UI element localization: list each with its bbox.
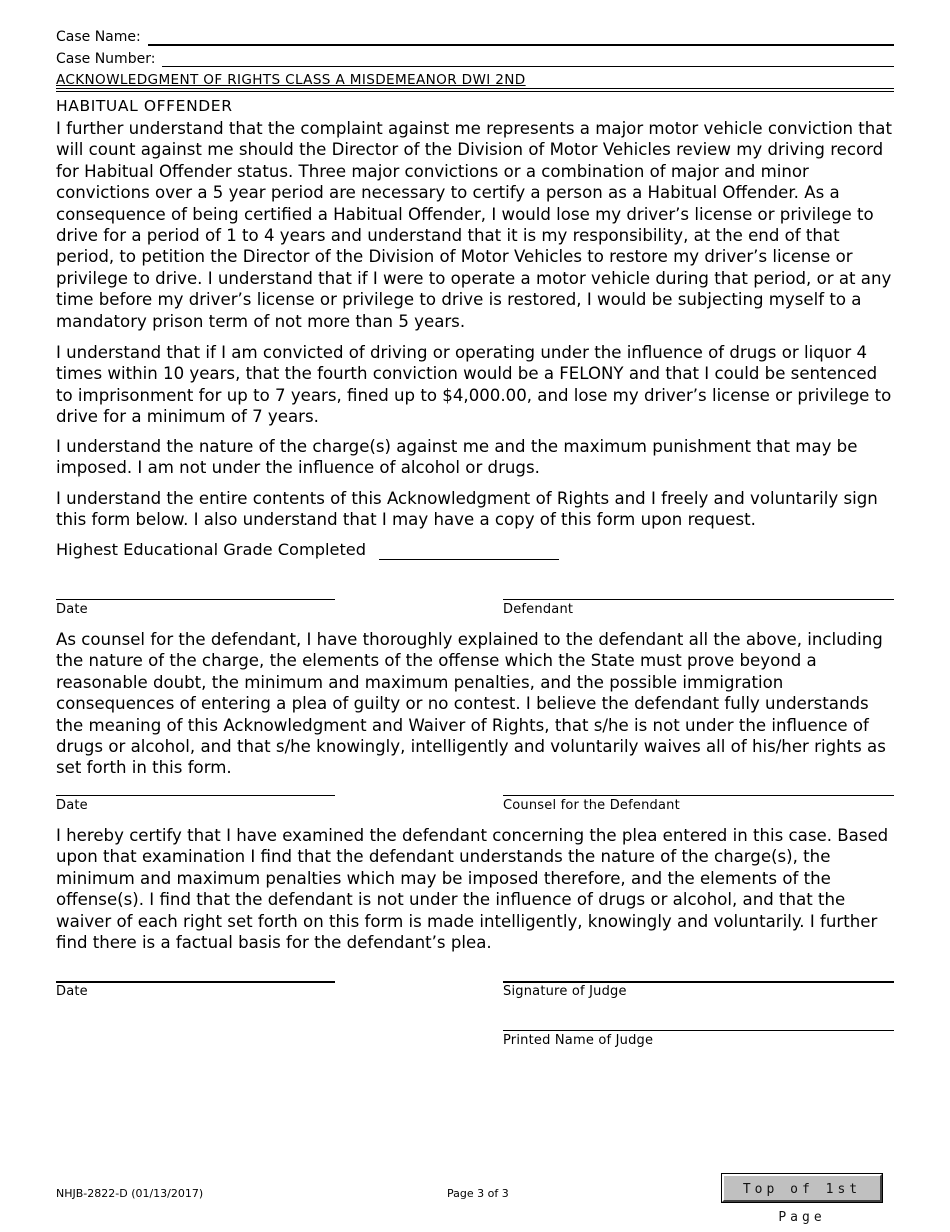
defendant-date-label: Date (56, 602, 88, 617)
judge-signature-line[interactable] (503, 981, 894, 983)
defendant-signature-line[interactable] (503, 599, 894, 600)
judge-printed-name-label: Printed Name of Judge (503, 1033, 654, 1048)
page-number: Page 3 of 3 (447, 1187, 509, 1200)
counsel-date-line[interactable] (56, 795, 335, 796)
defendant-label: Defendant (503, 602, 574, 617)
case-number-field[interactable] (162, 66, 894, 67)
case-name-label: Case Name: (56, 29, 141, 45)
nature-of-charge-paragraph: I understand the nature of the charge(s) against me and the maximum punishment that may be imposed. I am not under the influence of alcohol or drugs. (56, 437, 858, 478)
counsel-label: Counsel for the Defendant (503, 798, 680, 813)
case-number-label: Case Number: (56, 51, 156, 67)
felony-paragraph: I understand that if I am convicted of driving or operating under the influence of drugs or liquor 4 times within 10 years, that the fourth conviction would be a FELONY and that I could be sentenced to imprisonment for up to 7 years, fined up to $4,000.00, and lose my driver’s license or privilege to drive for a minimum of 7 years. (56, 343, 892, 427)
defendant-date-line[interactable] (56, 599, 335, 600)
title-rule-top (56, 88, 894, 89)
judge-date-label: Date (56, 984, 88, 999)
case-name-field[interactable] (148, 44, 894, 46)
section-heading: HABITUAL OFFENDER (56, 97, 233, 115)
counsel-signature-line[interactable] (503, 795, 894, 796)
counsel-date-label: Date (56, 798, 88, 813)
title-rule-bottom (56, 91, 894, 92)
counsel-paragraph: As counsel for the defendant, I have thoroughly explained to the defendant all the above, including the nature of the charge, the elements of the offense which the State must prove beyond a reasonable doubt, the minimum and maximum penalties, and the possible immigration consequences of entering a plea of guilty or no contest. I believe the defendant fully understands the meaning of this Acknowledgment and Waiver of Rights, that s/he is not under the influence of drugs or alcohol, and that s/he knowingly, intelligently and voluntarily waives all of his/her rights as set forth in this form. (56, 630, 886, 778)
judge-signature-label: Signature of Judge (503, 984, 627, 999)
judge-certification-paragraph: I hereby certify that I have examined the defendant concerning the plea entered in this case. Based upon that examination I find that the defendant understands the nature of the charge(s), the minimum and maximum penalties which may be imposed therefore, and the elements of the offense(s). I find that the defendant is not under the influence of drugs or alcohol, and that the waiver of each right set forth on this form is made intelligently, knowingly and voluntarily. I further find there is a factual basis for the defendant’s plea. (56, 826, 889, 953)
education-field[interactable] (379, 559, 559, 560)
education-label: Highest Educational Grade Completed (56, 540, 367, 559)
top-of-first-page-button[interactable]: Top of 1st Page (722, 1174, 882, 1202)
form-id: NHJB-2822-D (01/13/2017) (56, 1187, 204, 1200)
judge-printed-name-line[interactable] (503, 1030, 894, 1031)
form-title: ACKNOWLEDGMENT OF RIGHTS CLASS A MISDEMEANOR DWI 2ND (56, 72, 526, 88)
habitual-offender-paragraph: I further understand that the complaint against me represents a major motor vehicle conviction that will count against me should the Director of the Division of Motor Vehicles review my driving record for Habitual Offender status. Three major convictions or a combination of major and minor convictions over a 5 year period are necessary to certify a person as a Habitual Offender. As a consequence of being certified a Habitual Offender, I would lose my driver’s license or privilege to drive for a period of 1 to 4 years and understand that it is my responsibility, at the end of that period, to petition the Director of the Division of Motor Vehicles to restore my driver’s license or privilege to drive. I understand that if I were to operate a motor vehicle during that period, or at any time before my driver’s license or privilege to drive is restored, I would be subjecting myself to a mandatory prison term of not more than 5 years. (56, 119, 892, 331)
entire-contents-paragraph: I understand the entire contents of this Acknowledgment of Rights and I freely and voluntarily sign this form below. I also understand that I may have a copy of this form upon request. (56, 489, 878, 530)
judge-date-line[interactable] (56, 981, 335, 983)
